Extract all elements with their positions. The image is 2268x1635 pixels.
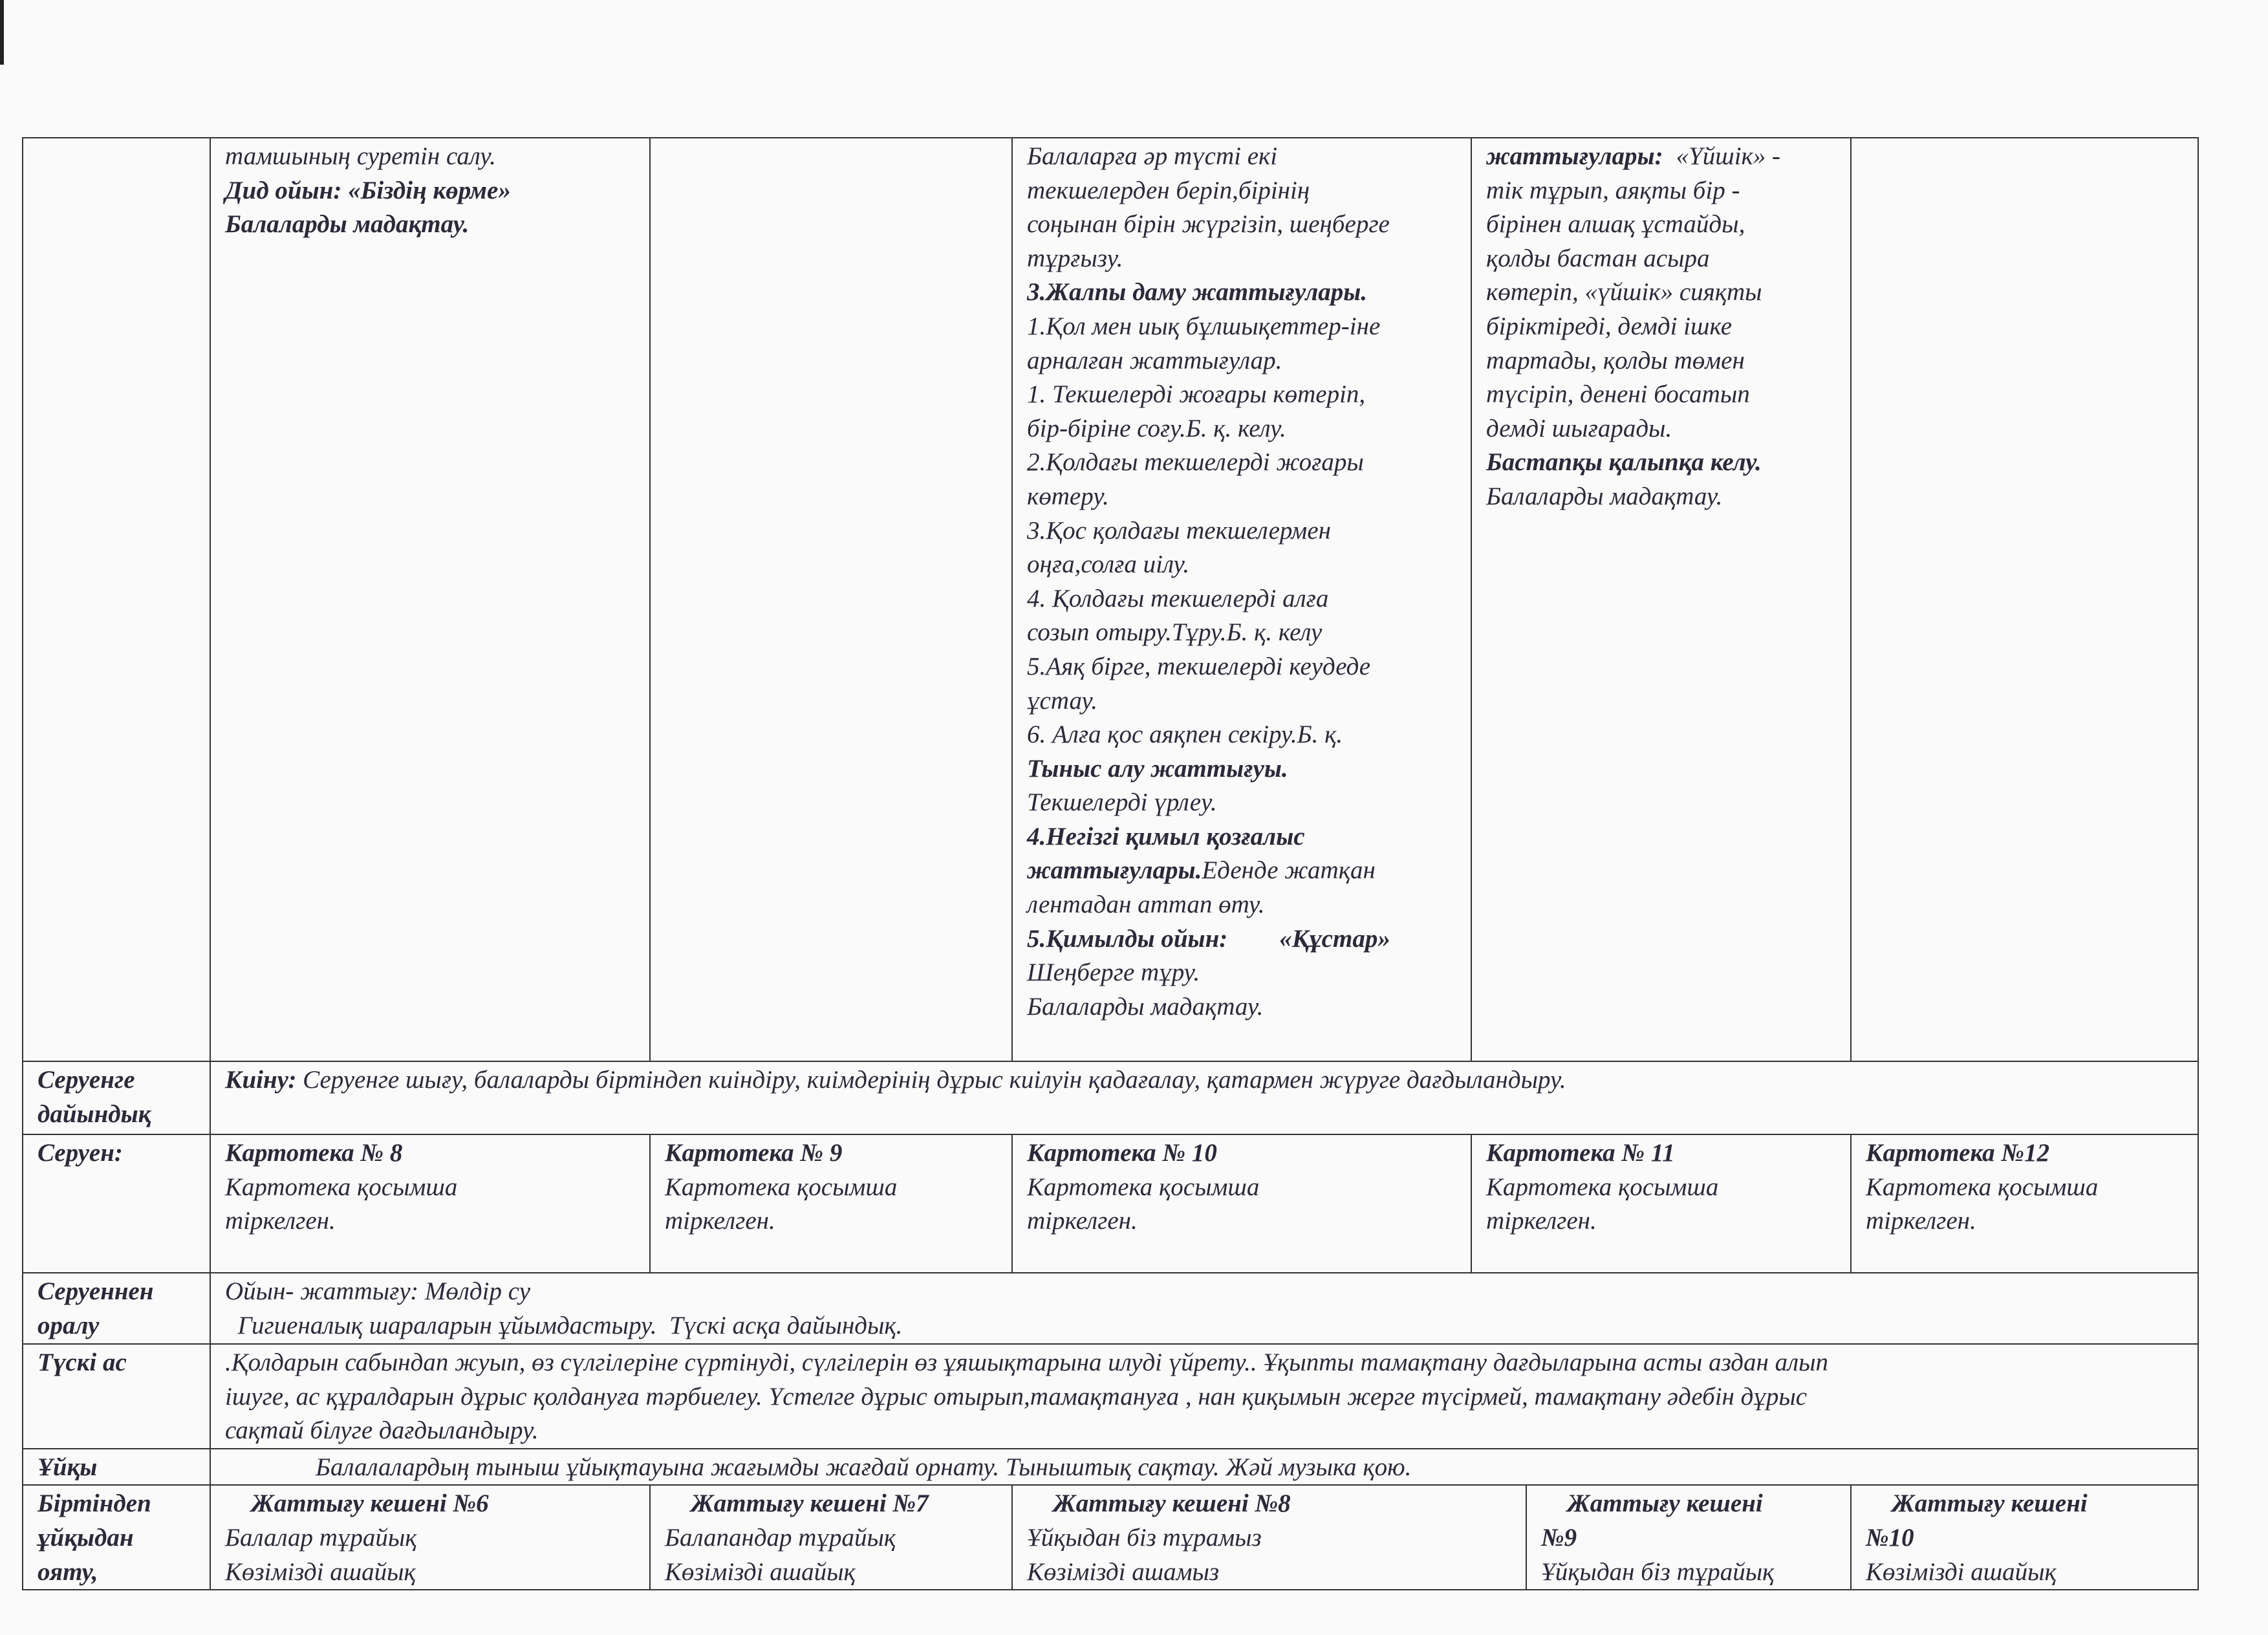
label-line: оралу: [38, 1311, 100, 1339]
sleep-line: Балалалардың тыныш ұйықтауына жағымды жағдай орнату. Тыныштық сақтау. Жәй музыка қою.: [316, 1453, 1412, 1481]
activity-line: көтеріп, «үйшік» сияқты: [1486, 278, 1762, 307]
return-label: [23, 1273, 210, 1344]
activity-line: Шеңберге тұру.: [1027, 958, 1200, 987]
wake-col-2: [650, 1485, 1012, 1590]
scan-edge-mark: [0, 0, 4, 65]
wake-row: [23, 1485, 2198, 1590]
activity-cell-4: [1471, 138, 1851, 1061]
activity-line: 2.Қолдағы текшелерді жоғары: [1027, 448, 1364, 477]
card-line: тіркелген.: [1027, 1207, 1138, 1235]
card-line: Картотека қосымша: [1027, 1173, 1260, 1201]
activity-line: Балаларды мадақтау.: [1027, 992, 1264, 1021]
activity-line: 4.Негізгі қимыл қозғалыс: [1027, 822, 1305, 850]
activity-line: Бастапқы қалыпқа келу.: [1486, 448, 1762, 477]
card-title: Картотека № 8: [225, 1139, 403, 1167]
wake-line: Балапандар тұрайық: [665, 1523, 896, 1552]
activity-line: 1.Қол мен иық бұлшықеттер-іне: [1027, 312, 1381, 340]
wake-line: Ұйқыдан біз тұрамыз: [1027, 1523, 1262, 1552]
card-title: Картотека №12: [1866, 1139, 2050, 1167]
sleep-text: [210, 1449, 2198, 1486]
activity-line: Еденде жатқан: [1202, 856, 1376, 885]
return-text: [210, 1273, 2198, 1344]
walk-row: [23, 1134, 2198, 1273]
activity-line: 5.Аяқ бірге, текшелерді кеудеде: [1027, 652, 1371, 680]
activity-line: 5.Қимылды ойын:: [1027, 924, 1228, 953]
activity-cell-3: [1012, 138, 1471, 1061]
walk-card-2: [650, 1134, 1012, 1273]
wake-line: Көзімізді ашайық: [1866, 1557, 2057, 1586]
activity-line: қолды бастан асыра: [1486, 244, 1710, 272]
lunch-line: .Қолдарын сабындап жуып, өз сүлгілеріне сүртінуді, сүлгілерін өз ұяшықтарына илуді үйрету.. Ұқыпты тамақтану дағдыларына асты аздан алып: [225, 1348, 1829, 1376]
activity-cell-2: [650, 138, 1012, 1061]
wake-title: Жаттығу кешені №8: [1053, 1489, 1291, 1518]
activity-line: текшелерден беріп,бірінің: [1027, 176, 1310, 204]
lunch-text: [210, 1344, 2198, 1449]
wake-line: Көзімізді ашамыз: [1027, 1557, 1220, 1586]
walk-card-4: [1471, 1134, 1851, 1273]
activity-line: бірінен алшақ ұстайды,: [1486, 210, 1745, 239]
wake-col-1: [210, 1485, 650, 1590]
activity-line: жаттығулары.: [1027, 856, 1202, 885]
label-line: дайындық: [38, 1099, 151, 1128]
label-line: ояту,: [38, 1557, 98, 1586]
walk-prep-label: [23, 1061, 210, 1134]
activity-line: оңға,солға иілу.: [1027, 550, 1190, 579]
activity-line: 4. Қолдағы текшелерді алға: [1027, 584, 1329, 612]
card-line: Картотека қосымша: [1866, 1173, 2099, 1201]
activity-line: 6. Алға қос аяқпен секіру.Б. қ.: [1027, 720, 1343, 749]
wake-title: Жаттығу кешені: [1892, 1489, 2088, 1518]
activity-line: Текшелерді үрлеу.: [1027, 788, 1217, 817]
lunch-label: Түскі ас: [23, 1344, 210, 1449]
activity-line: Дид ойын: «Біздің көрме»: [225, 176, 511, 204]
lunch-line: сақтай білуге дағдыландыру.: [225, 1416, 539, 1445]
walk-card-3: [1012, 1134, 1471, 1273]
wake-title: Жаттығу кешені: [1567, 1489, 1763, 1518]
wake-label: [23, 1485, 210, 1590]
lunch-line: ішуге, ас құралдарын дұрыс қолдануға тәрбиелеу. Үстелге дұрыс отырып,тамақтануға , нан қиқымын жерге түсірмей, тамақтану әдебін дұрыс: [225, 1382, 1808, 1411]
return-line: Гигиеналық шараларын ұйымдастыру. Түскі асқа дайындық.: [225, 1311, 903, 1339]
wake-title: Жаттығу кешені №6: [251, 1489, 489, 1518]
activity-line: тұрғызу.: [1027, 244, 1123, 272]
card-line: тіркелген.: [665, 1207, 775, 1235]
walk-card-1: [210, 1134, 650, 1273]
activity-line: соңынан бірін жүргізіп, шеңберге: [1027, 210, 1390, 239]
card-title: Картотека № 9: [665, 1139, 843, 1167]
activity-line: демді шығарады.: [1486, 414, 1672, 442]
activity-line: 3.Қос қолдағы текшелермен: [1027, 516, 1331, 545]
activity-line: 1. Текшелерді жоғары көтеріп,: [1027, 380, 1366, 409]
lunch-row: [23, 1344, 2198, 1449]
return-line: Ойын- жаттығу: Мөлдір су: [225, 1277, 531, 1305]
activity-line: көтеру.: [1027, 482, 1109, 510]
wake-line: Ұйқыдан біз тұрайық: [1541, 1557, 1775, 1586]
activity-line: арналған жаттығулар.: [1027, 346, 1282, 374]
activity-line: бір-біріне соғу.Б. қ. келу.: [1027, 414, 1286, 442]
label-line: Біртіндеп: [38, 1489, 151, 1518]
activity-line: жаттығулары:: [1486, 142, 1663, 170]
activity-line: біріктіреді, демді ішке: [1486, 312, 1733, 340]
wake-col-3: [1012, 1485, 1526, 1590]
wake-line: Көзімізді ашайық: [225, 1557, 416, 1586]
walk-prep-text: [210, 1061, 2198, 1134]
wake-title: №9: [1541, 1523, 1577, 1552]
walk-prep-bold: Киіну:: [225, 1066, 297, 1094]
label-line: Серуеннен: [38, 1277, 154, 1305]
walk-label: Серуен:: [23, 1134, 210, 1273]
activity-row: [23, 138, 2198, 1061]
card-line: тіркелген.: [225, 1207, 336, 1235]
activity-line: Балаларды мадақтау.: [1486, 482, 1723, 510]
activity-line: тік тұрып, аяқты бір -: [1486, 176, 1740, 204]
activity-line: түсіріп, денені босатып: [1486, 380, 1750, 409]
activity-line: «Үйшік» -: [1676, 142, 1781, 170]
wake-title: №10: [1866, 1523, 1914, 1552]
walk-prep-row: [23, 1061, 2198, 1134]
activity-line: 3.Жалпы даму жаттығулары.: [1027, 278, 1368, 307]
activity-line: Балаларға әр түсті екі: [1027, 142, 1278, 170]
wake-col-4: [1526, 1485, 1851, 1590]
card-line: Картотека қосымша: [665, 1173, 898, 1201]
activity-line: тартады, қолды төмен: [1486, 346, 1745, 374]
card-line: Картотека қосымша: [225, 1173, 458, 1201]
activity-cell-5: [1851, 138, 2198, 1061]
activity-line: лентадан аттап өту.: [1027, 891, 1265, 919]
activity-cell-1: [210, 138, 650, 1061]
wake-line: Балалар тұрайық: [225, 1523, 417, 1552]
label-line: ұйқыдан: [38, 1523, 134, 1552]
wake-line: Көзімізді ашайық: [665, 1557, 856, 1586]
activity-line: тамшының суретін салу.: [225, 142, 496, 170]
activity-line: Балаларды мадақтау.: [225, 210, 470, 239]
label-line: Серуенге: [38, 1066, 135, 1094]
sleep-label: Ұйқы: [23, 1449, 210, 1486]
activity-line: созып отыру.Тұру.Б. қ. келу: [1027, 618, 1323, 647]
card-title: Картотека № 11: [1486, 1139, 1675, 1167]
wake-col-5: [1851, 1485, 2198, 1590]
return-row: [23, 1273, 2198, 1344]
wake-title: Жаттығу кешені №7: [691, 1489, 929, 1518]
card-line: Картотека қосымша: [1486, 1173, 1719, 1201]
activity-line: «Құстар»: [1279, 924, 1390, 953]
row-label-empty: [23, 138, 210, 1061]
walk-card-5: [1851, 1134, 2198, 1273]
activity-line: Тыныс алу жаттығуы.: [1027, 754, 1288, 783]
walk-prep-body: Серуенге шығу, балаларды біртіндеп киіндіру, киімдерінің дұрыс киілуін қадағалау, қатармен жүруге дағдыландыру.: [296, 1066, 1566, 1094]
card-line: тіркелген.: [1486, 1207, 1597, 1235]
card-title: Картотека № 10: [1027, 1139, 1217, 1167]
card-line: тіркелген.: [1866, 1207, 1976, 1235]
sleep-row: [23, 1449, 2198, 1486]
activity-line: ұстау.: [1027, 686, 1098, 715]
daily-plan-table: [22, 137, 2199, 1590]
